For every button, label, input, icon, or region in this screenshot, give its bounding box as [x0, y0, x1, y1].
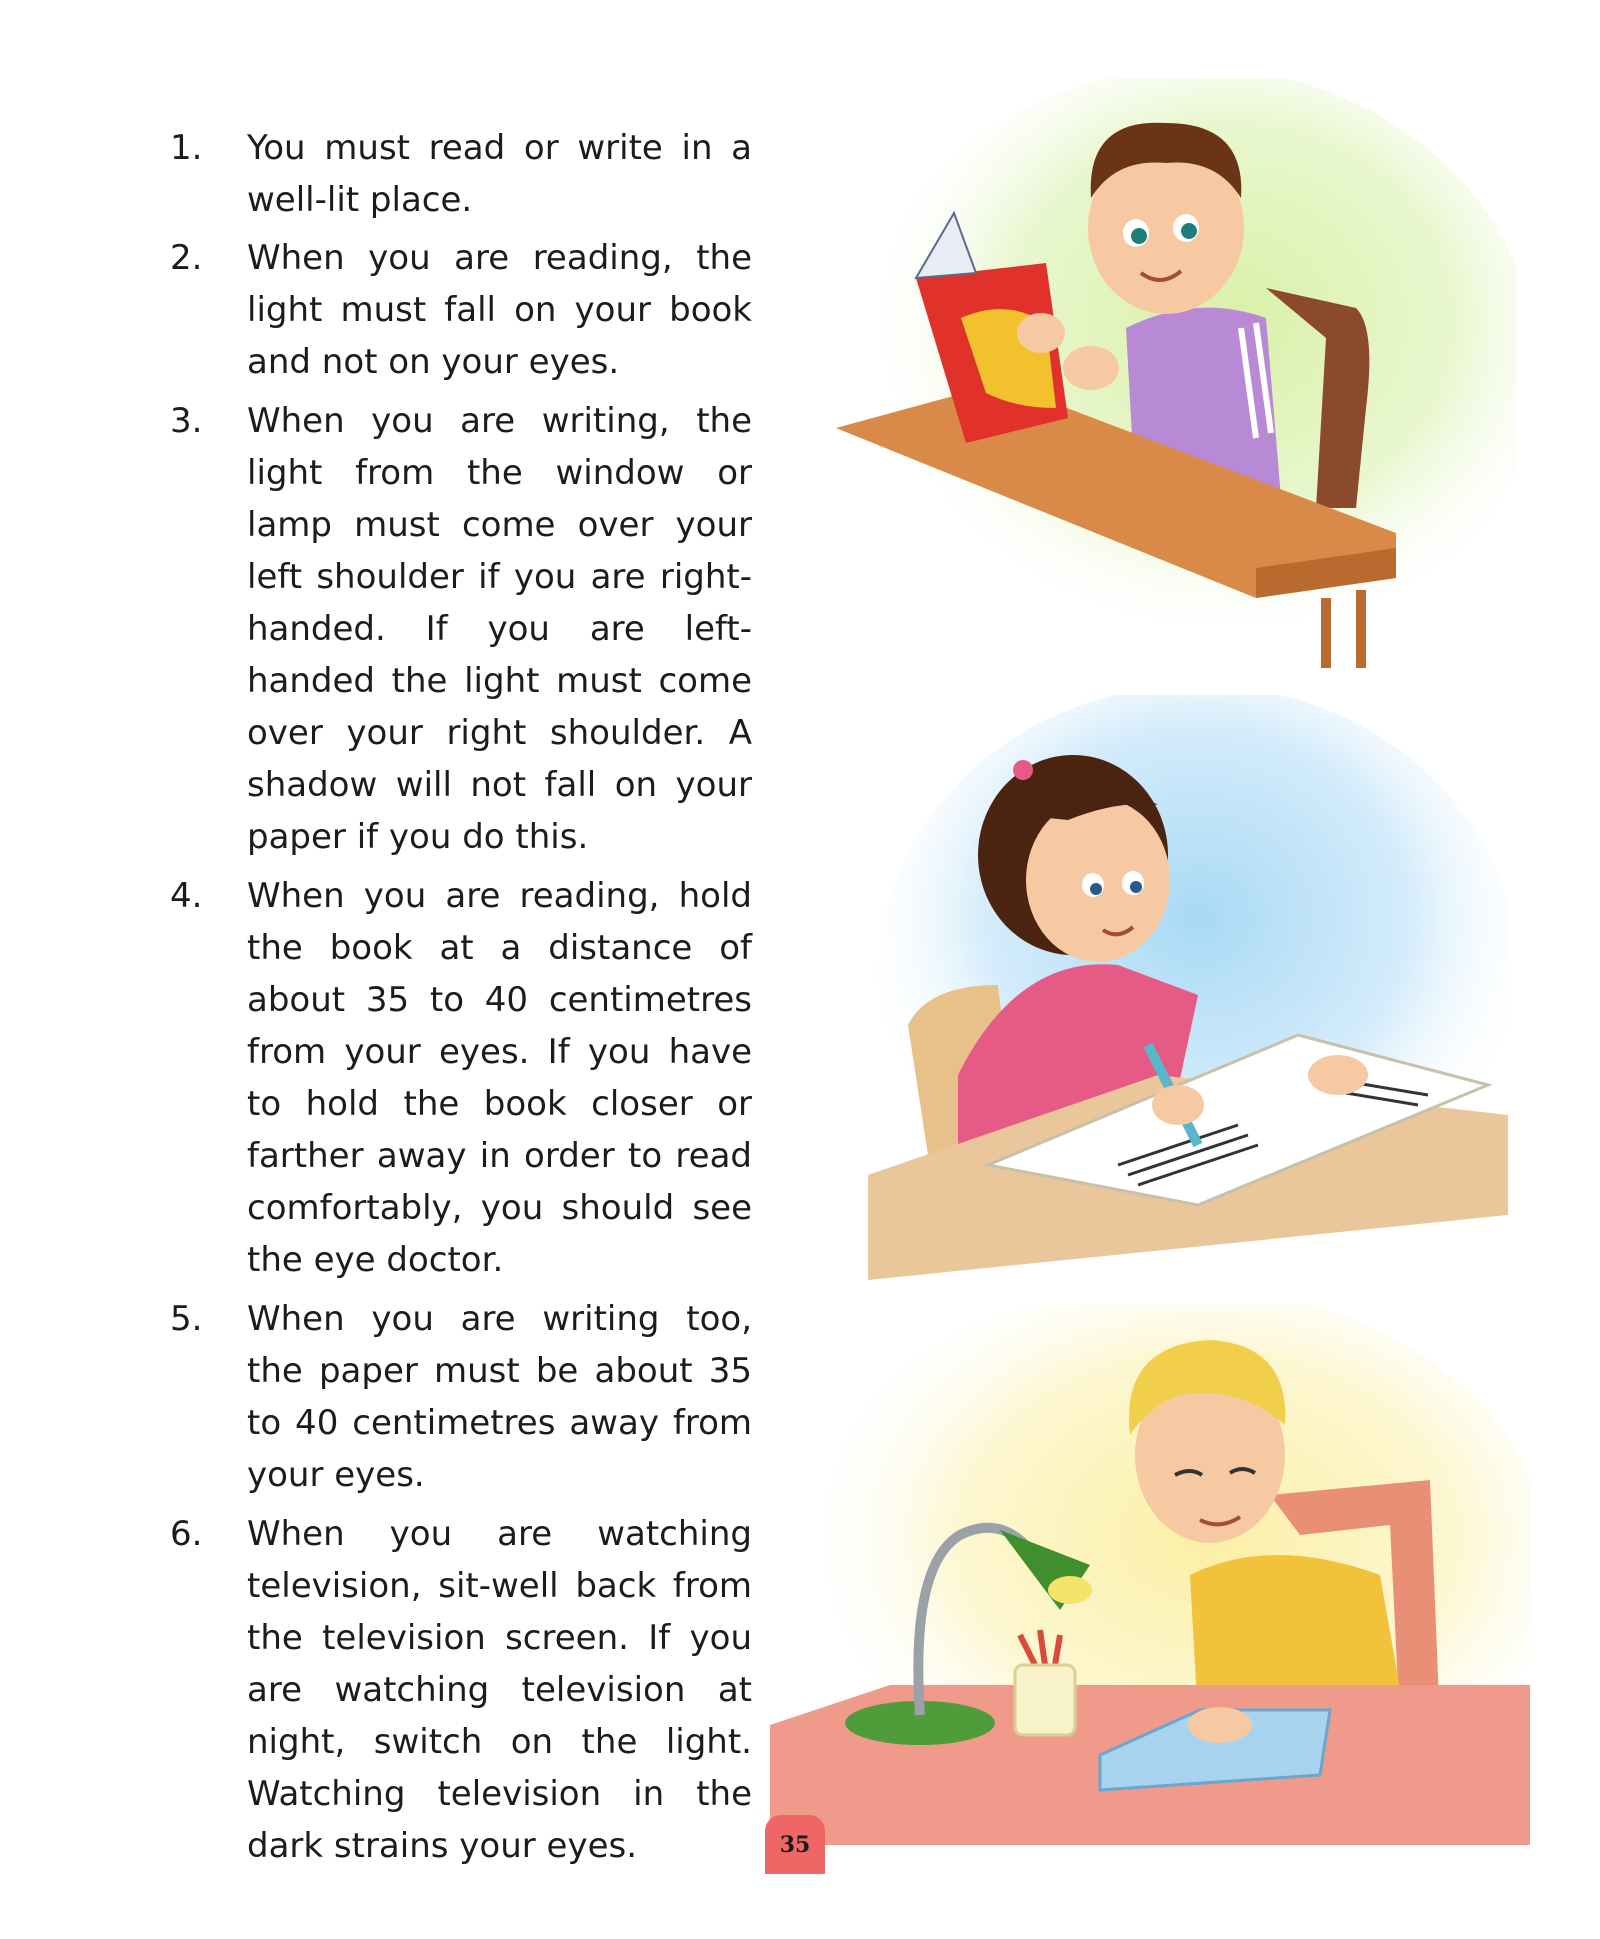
item-number: 3.: [170, 401, 203, 441]
item-number: 4.: [170, 876, 203, 916]
list-item: [168, 1508, 752, 1872]
item-number: 2.: [170, 238, 203, 278]
list-item: [168, 395, 752, 863]
item-text: When you are writing too, the paper must be about 35 to 40 centimetres away from your eyes.: [247, 1299, 752, 1495]
boy-with-lamp-illustration: [770, 1305, 1530, 1845]
list-item: [168, 232, 752, 388]
list-item: [168, 1293, 752, 1501]
boy-reading-illustration: [836, 78, 1516, 676]
item-text: You must read or write in a well-lit place.: [247, 128, 752, 220]
list-item: [168, 870, 752, 1286]
item-number: 1.: [170, 128, 203, 168]
item-number: 6.: [170, 1514, 203, 1554]
girl-writing-illustration: [868, 695, 1508, 1280]
instruction-list: [168, 122, 752, 1872]
item-text: When you are reading, the light must fall on your book and not on your eyes.: [247, 238, 752, 382]
list-item: [168, 122, 752, 226]
page-number: 35: [765, 1815, 825, 1874]
item-text: When you are reading, hold the book at a distance of about 35 to 40 centimetres from your eyes. If you have to hold the book closer or farther away in order to read comfortably, you should see the eye doctor.: [247, 876, 752, 1280]
item-text: When you are watching television, sit-well back from the television screen. If you are watching television at night, switch on the light. Watching television in the dark strains your eyes.: [247, 1514, 752, 1866]
item-text: When you are writing, the light from the window or lamp must come over your left shoulder if you are right-handed. If you are left-handed the light must come over your right shoulder. A shadow will not fall on your paper if you do this.: [247, 401, 752, 857]
item-number: 5.: [170, 1299, 203, 1339]
